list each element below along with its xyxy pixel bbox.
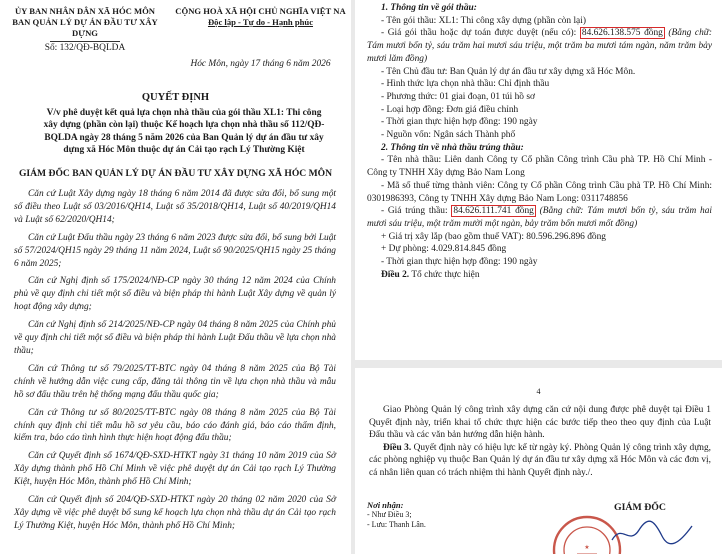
legal-basis-item: Căn cứ Luật Đấu thầu ngày 23 tháng 6 năm 2023 được sửa đổi, bổ sung bởi Luật số 57/2024/QH15 ngày 29 tháng 11 năm 2024, Luật số 90/2025/QH15 ngày 25 tháng 6 năm 2025; <box>14 232 336 269</box>
country-header <box>170 6 351 28</box>
contractor-name: - Tên nhà thầu: Liên danh Công ty Cổ phần Công trình Cầu phà TP. Hồ Chí Minh - Công ty TNHH Xây dựng Bảo Nam Long <box>367 155 712 179</box>
winning-price-label: - Giá trúng thầu: <box>381 206 448 217</box>
procedure: - Phương thức: 01 giai đoạn, 01 túi hồ sơ <box>381 91 535 102</box>
contract-duration: - Thời gian thực hiện hợp đồng: 190 ngày <box>381 117 538 128</box>
tax-ids: - Mã số thuế từng thành viên: Công ty Cổ phần Công trình Cầu phà TP. Hồ Chí Minh: 0301986393, Công ty TNHH Xây dựng Bảo Nam Long: 0311748856 <box>367 180 712 204</box>
legal-basis-item: Căn cứ Nghị định số 214/2025/NĐ-CP ngày 04 tháng 8 năm 2025 của Chính phủ về quy định chi tiết một số điều và biện pháp thi hành Luật Đấu thầu về lựa chọn nhà thầu; <box>14 320 336 356</box>
place-date: Hóc Môn, ngày 17 tháng 6 năm 2026 <box>190 59 331 69</box>
svg-text:★: ★ <box>584 545 590 551</box>
article-2-paragraph: Giao Phòng Quản lý công trình xây dựng căn cứ nội dung được phê duyệt tại Điều 1 Quyết định này, triển khai tổ chức thực hiện các bước tiếp theo theo quy định của Luật Đấu thầu và các văn bản hướng dẫn hiện hành. <box>369 405 711 441</box>
contract-type: - Loại hợp đồng: Đơn giá điều chỉnh <box>381 104 519 115</box>
signature <box>607 518 697 548</box>
estimate-value-highlight: 84.626.138.575 đồng <box>581 28 663 39</box>
legal-basis-item: Căn cứ Thông tư số 80/2025/TT-BTC ngày 08 tháng 8 năm 2025 của Bộ Tài chính quy định chi tiết mẫu hồ sơ yêu cầu, báo cáo đánh giá, báo cáo thẩm định, kiểm tra, báo cáo tình hình thực hiện hoạt động đấu thầu; <box>14 407 336 444</box>
section-1-heading: 1. Thông tin về gói thầu: <box>381 3 477 13</box>
article-2-content <box>369 404 711 480</box>
winning-in-words: (Bằng chữ: Tám mươi bốn tỷ, sáu trăm hai mươi sáu triệu, một trăm mười một ngàn, bảy trăm bốn mươi mốt đồng) <box>367 206 713 229</box>
org-header <box>2 6 168 42</box>
doc-number: Số: 132/QĐ-BQLDA <box>44 43 126 53</box>
article-3-text: Quyết định này có hiệu lực kể từ ngày ký. Phòng Quản lý công trình xây dựng, các phòng nghiệp vụ thuộc Ban Quản lý dự án đầu tư xây dựng xã Hóc Môn và các đơn vị, cá nhân liên quan có trách nhiệm thi hành Quyết định này./. <box>369 442 711 478</box>
doc-type: QUYẾT ĐỊNH <box>141 92 210 103</box>
investor-name: - Tên Chủ đầu tư: Ban Quản lý dự án đầu tư xây dựng xã Hóc Môn. <box>381 66 636 77</box>
legal-basis-item: Căn cứ Quyết định số 204/QĐ-SXD-HTKT ngày 20 tháng 02 năm 2020 của Sở Xây dựng về việc phê duyệt bổ sung kế hoạch lựa chọn nhà thầu dự án Cải tạo rạch Lý Thường Kiệt, huyện Hóc Môn, thành phố Hồ Chí Minh; <box>14 495 336 531</box>
issuing-authority: GIÁM ĐỐC BAN QUẢN LÝ DỰ ÁN ĐẦU TƯ XÂY DỰNG XÃ HÓC MÔN <box>18 168 333 179</box>
winning-price <box>367 205 712 230</box>
legal-basis-item: Căn cứ Luật Xây dựng ngày 18 tháng 6 năm 2014 đã được sửa đổi, bổ sung một số điều theo Luật số 03/2016/QH14, Luật số 35/2018/QH14, Luật số 40/2019/QH14 và Luật số 62/2020/QH14; <box>14 189 336 225</box>
estimate-in-words: (Bằng chữ: Tám mươi bốn tỷ, sáu trăm hai mươi sáu triệu, một trăm ba mươi tám ngàn, năm trăm bảy mươi lăm đồng) <box>367 28 712 64</box>
article-2 <box>367 269 712 282</box>
signature-graphic <box>607 518 697 548</box>
signer-title: GIÁM ĐỐC <box>614 502 666 513</box>
org-line-1: ỦY BAN NHÂN DÂN XÃ HÓC MÔN <box>14 6 156 16</box>
document-page-3 <box>355 0 722 360</box>
recipients-label: Nơi nhận: <box>367 500 404 510</box>
legal-basis-item: Căn cứ Quyết định số 1674/QĐ-SXD-HTKT ngày 31 tháng 10 năm 2019 của Sở Xây dựng thành phố Hồ Chí Minh về việc phê duyệt dự án Cải tạo rạch Lý Thường Kiệt, huyện Hóc Môn, thành phố Hồ Chí Minh; <box>14 451 336 488</box>
country-line-2: Độc lập - Tự do - Hạnh phúc <box>207 17 314 27</box>
country-line-1: CỘNG HOÀ XÃ HỘI CHỦ NGHĨA VIỆT NA <box>175 6 346 16</box>
document-page-4 <box>355 368 722 554</box>
winning-value-highlight: 84.626.111.741 đồng <box>453 206 534 217</box>
estimate-label: - Giá gói thầu hoặc dự toán được duyệt (nếu có): <box>381 28 577 39</box>
section-2-heading: 2. Thông tin về nhà thầu trúng thầu: <box>381 142 524 153</box>
page-number: 4 <box>536 387 541 396</box>
selection-method: - Hình thức lựa chọn nhà thầu: Chỉ định thầu <box>381 79 550 90</box>
recipient-item: - Lưu: Thanh Lân. <box>367 520 426 529</box>
execution-time: - Thời gian thực hiện hợp đồng: 190 ngày <box>381 257 538 268</box>
construction-value: + Giá trị xây lắp (bao gồm thuế VAT): 80.596.296.896 đồng <box>381 231 606 242</box>
org-line-2: BAN QUẢN LÝ DỰ ÁN ĐẦU TƯ XÂY DỰNG <box>12 17 158 38</box>
article-3-label: Điều 3. <box>383 442 412 453</box>
contingency-value: + Dự phòng: 4.029.814.845 đồng <box>381 244 507 255</box>
legal-bases <box>14 188 336 538</box>
recipient-item: - Như Điều 3; <box>367 510 412 519</box>
recipients <box>367 500 487 530</box>
article-3 <box>369 442 711 480</box>
package-name: - Tên gói thầu: XL1: Thi công xây dựng (phần còn lại) <box>381 15 586 26</box>
article-1-content <box>367 2 712 281</box>
decision-subject: V/v phê duyệt kết quả lựa chọn nhà thầu của gói thầu XL1: Thi công xây dựng (phần còn lại) thuộc Kế hoạch lựa chọn nhà thầu số 112/QĐ-BQLDA ngày 28 tháng 5 năm 2026 của Ban Quản lý dự án đầu tư xây dựng xã Hóc Môn thuộc dự án Cải tạo rạch Lý Thường Kiệt <box>43 108 325 155</box>
package-estimate <box>367 27 712 65</box>
legal-basis-item: Căn cứ Thông tư số 79/2025/TT-BTC ngày 04 tháng 8 năm 2025 của Bộ Tài chính về hướng dẫn việc cung cấp, đăng tải thông tin về lựa chọn nhà thầu và mẫu hồ sơ đấu thầu trên hệ thống mạng đấu thầu quốc gia; <box>14 363 336 400</box>
article-2-text: Tổ chức thực hiện <box>411 269 480 280</box>
legal-basis-item: Căn cứ Nghị định số 175/2024/NĐ-CP ngày 30 tháng 12 năm 2024 của Chính phủ về quy định chi tiết một số điều và biện pháp thi hành Luật Xây dựng về quản lý hoạt động xây dựng; <box>14 276 336 313</box>
document-page-1 <box>0 0 351 554</box>
fund-source: - Nguồn vốn: Ngân sách Thành phố <box>381 130 516 141</box>
article-2-label: Điều 2. <box>381 269 410 280</box>
